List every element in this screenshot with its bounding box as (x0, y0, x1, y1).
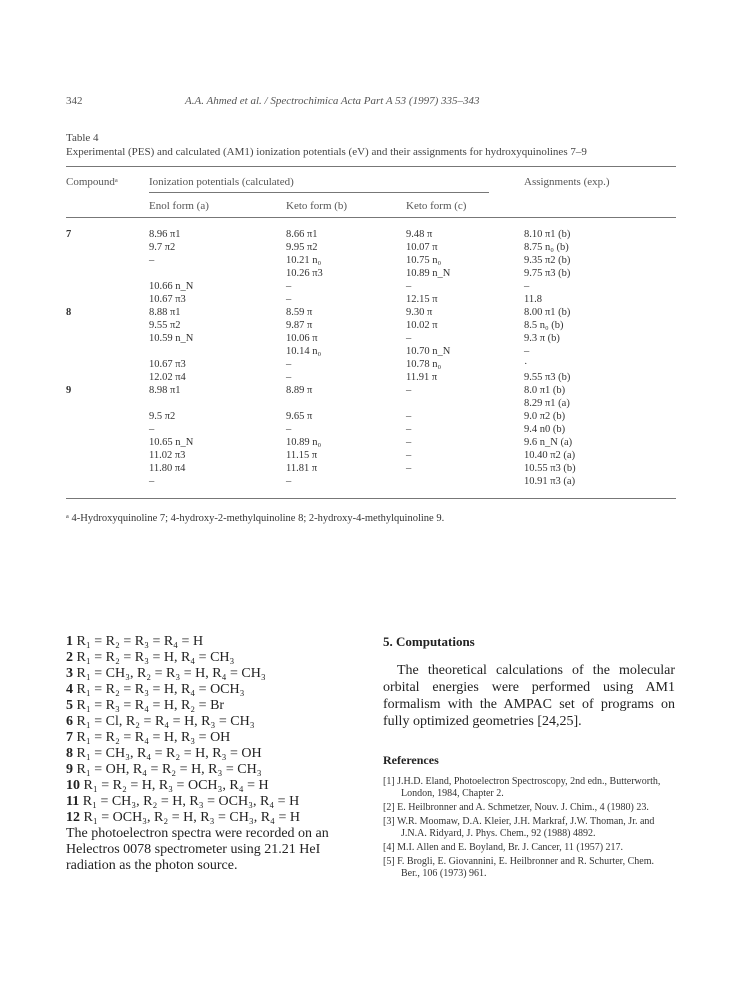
structure-number: 4 (66, 682, 73, 697)
structure-number: 2 (66, 650, 73, 665)
cell-keto_c: – (406, 411, 412, 422)
table-row (66, 332, 686, 345)
structure-line (66, 762, 351, 778)
structure-text: R₁ = CH₃, R₂ = H, R₃ = OCH₃, R₄ = H (82, 794, 300, 809)
header-keto-b: Keto form (b) (286, 200, 348, 212)
cell-keto_c: – (406, 437, 412, 448)
table-group-rule (149, 192, 489, 193)
cell-assign: 9.3 π (b) (524, 333, 560, 344)
cell-keto_b: – (286, 281, 292, 292)
table-row (66, 449, 686, 462)
table-label: Table 4 (66, 132, 99, 144)
cell-enol: – (149, 255, 155, 266)
right-column (383, 634, 675, 882)
structure-line (66, 666, 351, 682)
cell-enol: 12.02 π4 (149, 372, 186, 383)
cell-keto_b: 11.81 π (286, 463, 318, 474)
reference-item: [3] W.R. Moomaw, D.A. Kleier, J.H. Markraf, J.W. Thoman, Jr. and J.N.A. Ridyard, J. Phys. Chem., 92 (1988) 4892. (383, 816, 655, 839)
reference-list (383, 776, 675, 880)
table-row (66, 254, 686, 267)
structure-number: 3 (66, 666, 73, 681)
reference-item: [1] J.H.D. Eland, Photoelectron Spectroscopy, 2nd edn., Butterworth, London, 1984, Chapter 2. (383, 776, 661, 799)
cell-assign: 9.6 n_N (a) (524, 437, 573, 448)
structure-number: 7 (66, 730, 73, 745)
structure-list (66, 634, 351, 826)
cell-keto_b: 10.89 n₀ (286, 437, 322, 448)
table-top-rule (66, 166, 676, 167)
cell-keto_c: 10.75 n₀ (406, 255, 442, 266)
table-row (66, 280, 686, 293)
left-column (66, 634, 351, 874)
header-enol: Enol form (a) (149, 200, 209, 212)
cell-keto_b: – (286, 424, 292, 435)
structure-line (66, 810, 351, 826)
structure-text: R₁ = R₂ = R₃ = H, R₄ = OCH₃ (76, 682, 245, 697)
cell-keto_b: 8.89 π (286, 385, 313, 396)
table-row (66, 384, 686, 397)
reference-item: [4] M.I. Allen and E. Boyland, Br. J. Cancer, 11 (1957) 217. (383, 842, 624, 853)
table-row (66, 371, 686, 384)
structure-number: 5 (66, 698, 73, 713)
cell-assign: 8.29 π1 (a) (524, 398, 570, 409)
cell-keto_b: – (286, 372, 292, 383)
cell-enol: 10.65 n_N (149, 437, 194, 448)
section-heading: 5. Computations (383, 634, 475, 649)
table-header-rule (66, 217, 676, 218)
cell-keto_b: 10.26 π3 (286, 268, 323, 279)
structure-line (66, 730, 351, 746)
table-row (66, 241, 686, 254)
structure-number: 6 (66, 714, 73, 729)
cell-enol: 8.98 π1 (149, 385, 181, 396)
table-row (66, 293, 686, 306)
table-row (66, 358, 686, 371)
cell-keto_b: 9.95 π2 (286, 242, 318, 253)
left-paragraph: The photoelectron spectra were recorded on an Helectros 0078 spectrometer using 21.21 HeI radiation as the photon source. (66, 826, 329, 873)
table-row (66, 319, 686, 332)
cell-keto_b: – (286, 359, 292, 370)
structure-line (66, 778, 351, 794)
references-heading: References (383, 753, 439, 767)
structure-line (66, 634, 351, 650)
cell-keto_c: – (406, 450, 412, 461)
cell-enol: 11.02 π3 (149, 450, 186, 461)
table-row (66, 306, 686, 319)
structure-text: R₁ = OCH₃, R₂ = H, R₃ = CH₃, R₄ = H (83, 810, 300, 825)
cell-enol: 9.55 π2 (149, 320, 181, 331)
cell-keto_b: – (286, 294, 292, 305)
cell-assign: 9.75 π3 (b) (524, 268, 571, 279)
table-row (66, 410, 686, 423)
cell-assign: 9.55 π3 (b) (524, 372, 571, 383)
header-calculated: Ionization potentials (calculated) (149, 176, 294, 188)
header-assignments: Assignments (exp.) (524, 176, 610, 188)
cell-assign: 10.40 π2 (a) (524, 450, 576, 461)
page-number: 342 (66, 95, 83, 107)
cell-enol: – (149, 476, 155, 487)
structure-text: R₁ = R₂ = R₄ = H, R₃ = OH (76, 730, 231, 745)
running-header: A.A. Ahmed et al. / Spectrochimica Acta Part A 53 (1997) 335–343 (185, 95, 480, 107)
structure-text: R₁ = Cl, R₂ = R₄ = H, R₃ = CH₃ (76, 714, 255, 729)
table-row (66, 345, 686, 358)
cell-keto_c: – (406, 333, 412, 344)
structure-text: R₁ = R₂ = R₃ = R₄ = H (76, 634, 204, 649)
structure-number: 10 (66, 778, 80, 793)
cell-compound: 8 (66, 307, 72, 318)
cell-assign: · (524, 359, 528, 370)
cell-assign: 10.91 π3 (a) (524, 476, 576, 487)
cell-keto_b: 9.87 π (286, 320, 313, 331)
table-row (66, 462, 686, 475)
structure-text: R₁ = CH₃, R₄ = R₂ = H, R₃ = OH (76, 746, 262, 761)
cell-enol: 11.80 π4 (149, 463, 186, 474)
table-caption (66, 131, 686, 159)
cell-keto_b: 11.15 π (286, 450, 318, 461)
cell-keto_c: 9.30 π (406, 307, 433, 318)
cell-keto_b: 9.65 π (286, 411, 313, 422)
cell-assign: 9.4 n0 (b) (524, 424, 566, 435)
table-bottom-rule (66, 498, 676, 499)
cell-keto_c: 11.91 π (406, 372, 438, 383)
reference-item: [2] E. Heilbronner and A. Schmetzer, Nouv. J. Chim., 4 (1980) 23. (383, 802, 649, 813)
cell-assign: 8.0 π1 (b) (524, 385, 566, 396)
cell-compound: 7 (66, 229, 72, 240)
cell-enol: 10.59 n_N (149, 333, 194, 344)
header-compound: Compoundᵃ (66, 176, 118, 188)
cell-keto_c: 9.48 π (406, 229, 433, 240)
cell-keto_c: – (406, 463, 412, 474)
cell-keto_c: – (406, 281, 412, 292)
structure-line (66, 794, 351, 810)
cell-assign: 9.35 π2 (b) (524, 255, 571, 266)
table-row (66, 397, 686, 410)
structure-number: 12 (66, 810, 80, 825)
cell-enol: 10.67 π3 (149, 359, 186, 370)
cell-keto_b: 8.59 π (286, 307, 313, 318)
cell-assign: 8.5 n₀ (b) (524, 320, 564, 331)
structure-line (66, 746, 351, 762)
table-row (66, 228, 686, 241)
cell-assign: 8.00 π1 (b) (524, 307, 571, 318)
header-keto-c: Keto form (c) (406, 200, 467, 212)
table-row (66, 423, 686, 436)
structure-number: 11 (66, 794, 80, 809)
cell-enol: 8.88 π1 (149, 307, 181, 318)
structure-line (66, 698, 351, 714)
cell-keto_c: 10.70 n_N (406, 346, 451, 357)
cell-enol: 9.5 π2 (149, 411, 176, 422)
cell-keto_c: – (406, 424, 412, 435)
cell-assign: – (524, 281, 530, 292)
cell-keto_b: 10.14 n₀ (286, 346, 322, 357)
structure-text: R₁ = R₂ = R₃ = H, R₄ = CH₃ (76, 650, 235, 665)
cell-keto_b: 10.21 n₀ (286, 255, 322, 266)
cell-assign: 11.8 (524, 294, 542, 305)
structure-text: R₁ = CH₃, R₂ = R₃ = H, R₄ = CH₃ (76, 666, 266, 681)
cell-assign: 10.55 π3 (b) (524, 463, 576, 474)
cell-enol: 9.7 π2 (149, 242, 176, 253)
cell-enol: – (149, 424, 155, 435)
table-row (66, 436, 686, 449)
cell-assign: 8.10 π1 (b) (524, 229, 571, 240)
structure-text: R₁ = OH, R₄ = R₂ = H, R₃ = CH₃ (76, 762, 262, 777)
cell-enol: 10.66 n_N (149, 281, 194, 292)
table-row (66, 267, 686, 280)
reference-item: [5] F. Brogli, E. Giovannini, E. Heilbronner and R. Schurter, Chem. Ber., 106 (1973) 961. (383, 856, 654, 879)
cell-keto_c: 12.15 π (406, 294, 438, 305)
structure-text: R₁ = R₃ = R₄ = H, R₂ = Br (76, 698, 225, 713)
cell-compound: 9 (66, 385, 72, 396)
cell-enol: 8.96 π1 (149, 229, 181, 240)
cell-keto_c: 10.78 n₀ (406, 359, 442, 370)
structure-number: 8 (66, 746, 73, 761)
structure-line (66, 682, 351, 698)
table-caption-text: Experimental (PES) and calculated (AM1) ionization potentials (eV) and their assignments for hydroxyquinolines 7–9 (66, 146, 587, 158)
table-row (66, 475, 686, 488)
cell-keto_b: 8.66 π1 (286, 229, 318, 240)
section-body: The theoretical calculations of the molecular orbital energies were performed using AM1 formalism with the AMPAC set of programs on fully optimized geometries [24,25]. (383, 663, 675, 729)
cell-keto_c: 10.89 n_N (406, 268, 451, 279)
structure-line (66, 650, 351, 666)
structure-line (66, 714, 351, 730)
cell-keto_c: 10.02 π (406, 320, 438, 331)
structure-text: R₁ = R₂ = H, R₃ = OCH₃, R₄ = H (83, 778, 269, 793)
cell-keto_b: 10.06 π (286, 333, 318, 344)
cell-enol: 10.67 π3 (149, 294, 186, 305)
structure-number: 1 (66, 634, 73, 649)
cell-assign: 9.0 π2 (b) (524, 411, 566, 422)
cell-assign: – (524, 346, 530, 357)
cell-keto_c: – (406, 385, 412, 396)
cell-keto_c: 10.07 π (406, 242, 438, 253)
cell-assign: 8.75 n₀ (b) (524, 242, 569, 253)
cell-keto_b: – (286, 476, 292, 487)
table-footnote: ᵃ 4-Hydroxyquinoline 7; 4-hydroxy-2-methylquinoline 8; 2-hydroxy-4-methylquinoline 9. (66, 513, 445, 524)
structure-number: 9 (66, 762, 73, 777)
